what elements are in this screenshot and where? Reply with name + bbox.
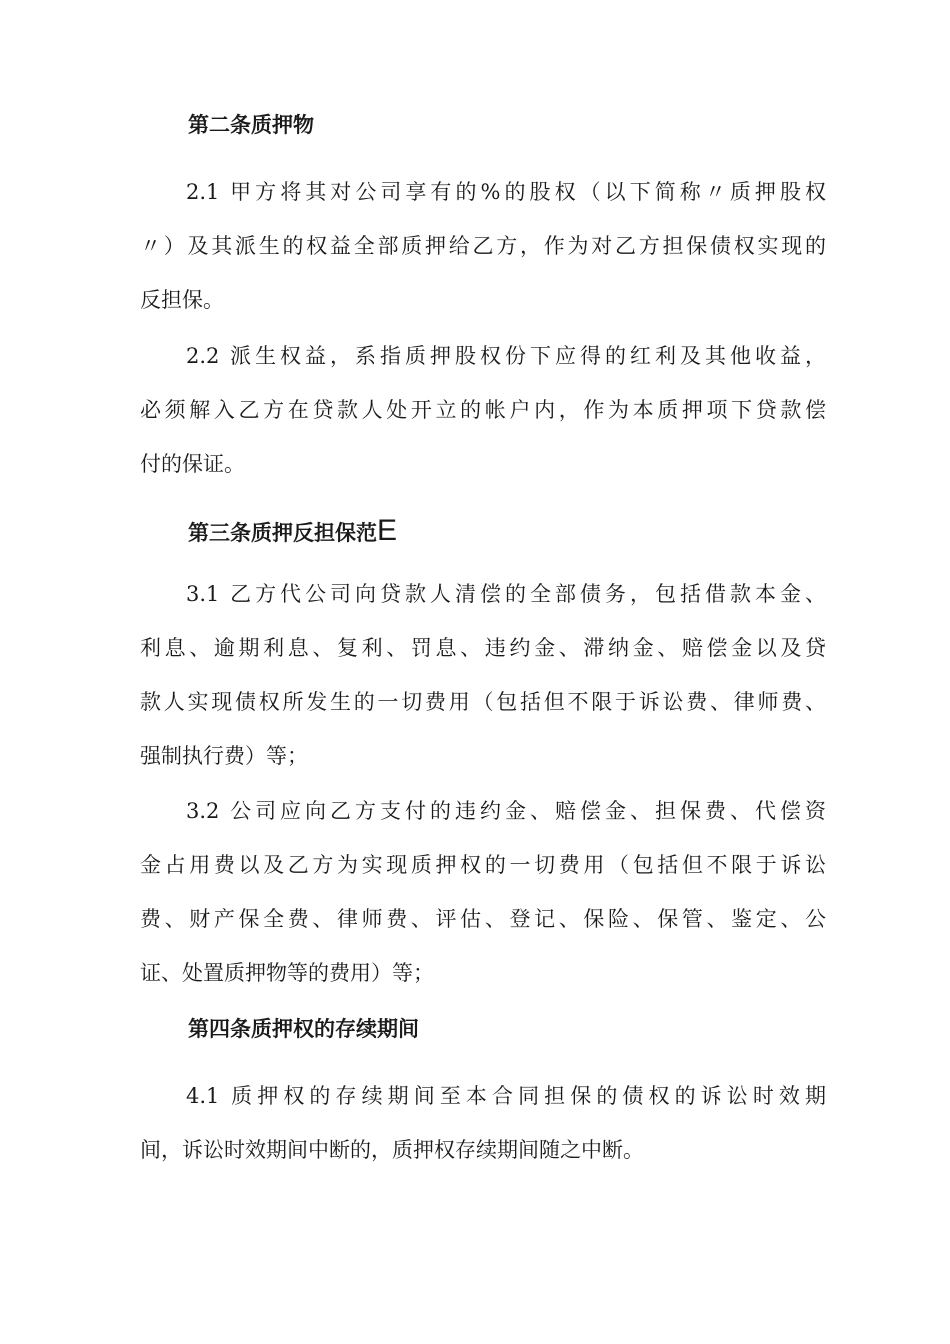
- paragraph-2-2: [140, 329, 826, 491]
- paragraph-3-1-line-3: 款人实现债权所发生的一切费用（包括但不限于诉讼费、律师费、: [140, 690, 826, 714]
- paragraph-4-1: [140, 1069, 826, 1177]
- paragraph-3-1-line-1: 3.1 乙方代公司向贷款人清偿的全部债务，包括借款本金、: [186, 582, 826, 606]
- section-2-heading-text: 第二条质押物: [188, 113, 314, 137]
- paragraph-2-2-line-2: 必须解入乙方在贷款人处开立的帐户内，作为本质押项下贷款偿: [140, 398, 826, 422]
- paragraph-2-2-line-1: 2.2 派生权益，系指质押股权份下应得的红利及其他收益，: [186, 344, 826, 368]
- paragraph-3-1-line-4: 强制执行费）等；: [140, 744, 308, 768]
- paragraph-4-1-line-2: 间，诉讼时效期间中断的，质押权存续期间随之中断。: [140, 1138, 644, 1162]
- section-4-heading: [188, 1016, 419, 1042]
- section-3-heading: [188, 514, 398, 547]
- paragraph-3-2-line-2: 金占用费以及乙方为实现质押权的一切费用（包括但不限于诉讼: [140, 853, 826, 877]
- section-4-heading-text: 第四条质押权的存续期间: [188, 1017, 419, 1041]
- paragraph-3-2-line-1: 3.2 公司应向乙方支付的违约金、赔偿金、担保费、代偿资: [186, 799, 826, 823]
- section-3-heading-text: 第三条质押反担保范: [188, 521, 377, 545]
- paragraph-4-1-line-1: 4.1 质押权的存续期间至本合同担保的债权的诉讼时效期: [186, 1084, 826, 1108]
- paragraph-3-2-line-4: 证、处置质押物等的费用）等；: [140, 961, 434, 985]
- section-2-heading: [188, 112, 314, 138]
- paragraph-2-1-line-1: 2.1 甲方将其对公司享有的%的股权（以下简称〃质押股权: [186, 180, 826, 204]
- paragraph-3-2-line-3: 费、财产保全费、律师费、评估、登记、保险、保管、鉴定、公: [140, 907, 826, 931]
- paragraph-2-1-line-2: 〃）及其派生的权益全部质押给乙方，作为对乙方担保债权实现的: [140, 234, 826, 258]
- section-3-heading-tail: E: [377, 514, 398, 547]
- paragraph-2-1-line-3: 反担保。: [140, 288, 224, 312]
- paragraph-2-1: [140, 165, 826, 327]
- paragraph-2-2-line-3: 付的保证。: [140, 452, 245, 476]
- paragraph-3-1: [140, 567, 826, 783]
- paragraph-3-2: [140, 784, 826, 1000]
- paragraph-3-1-line-2: 利息、逾期利息、复利、罚息、违约金、滞纳金、赔偿金以及贷: [140, 636, 826, 660]
